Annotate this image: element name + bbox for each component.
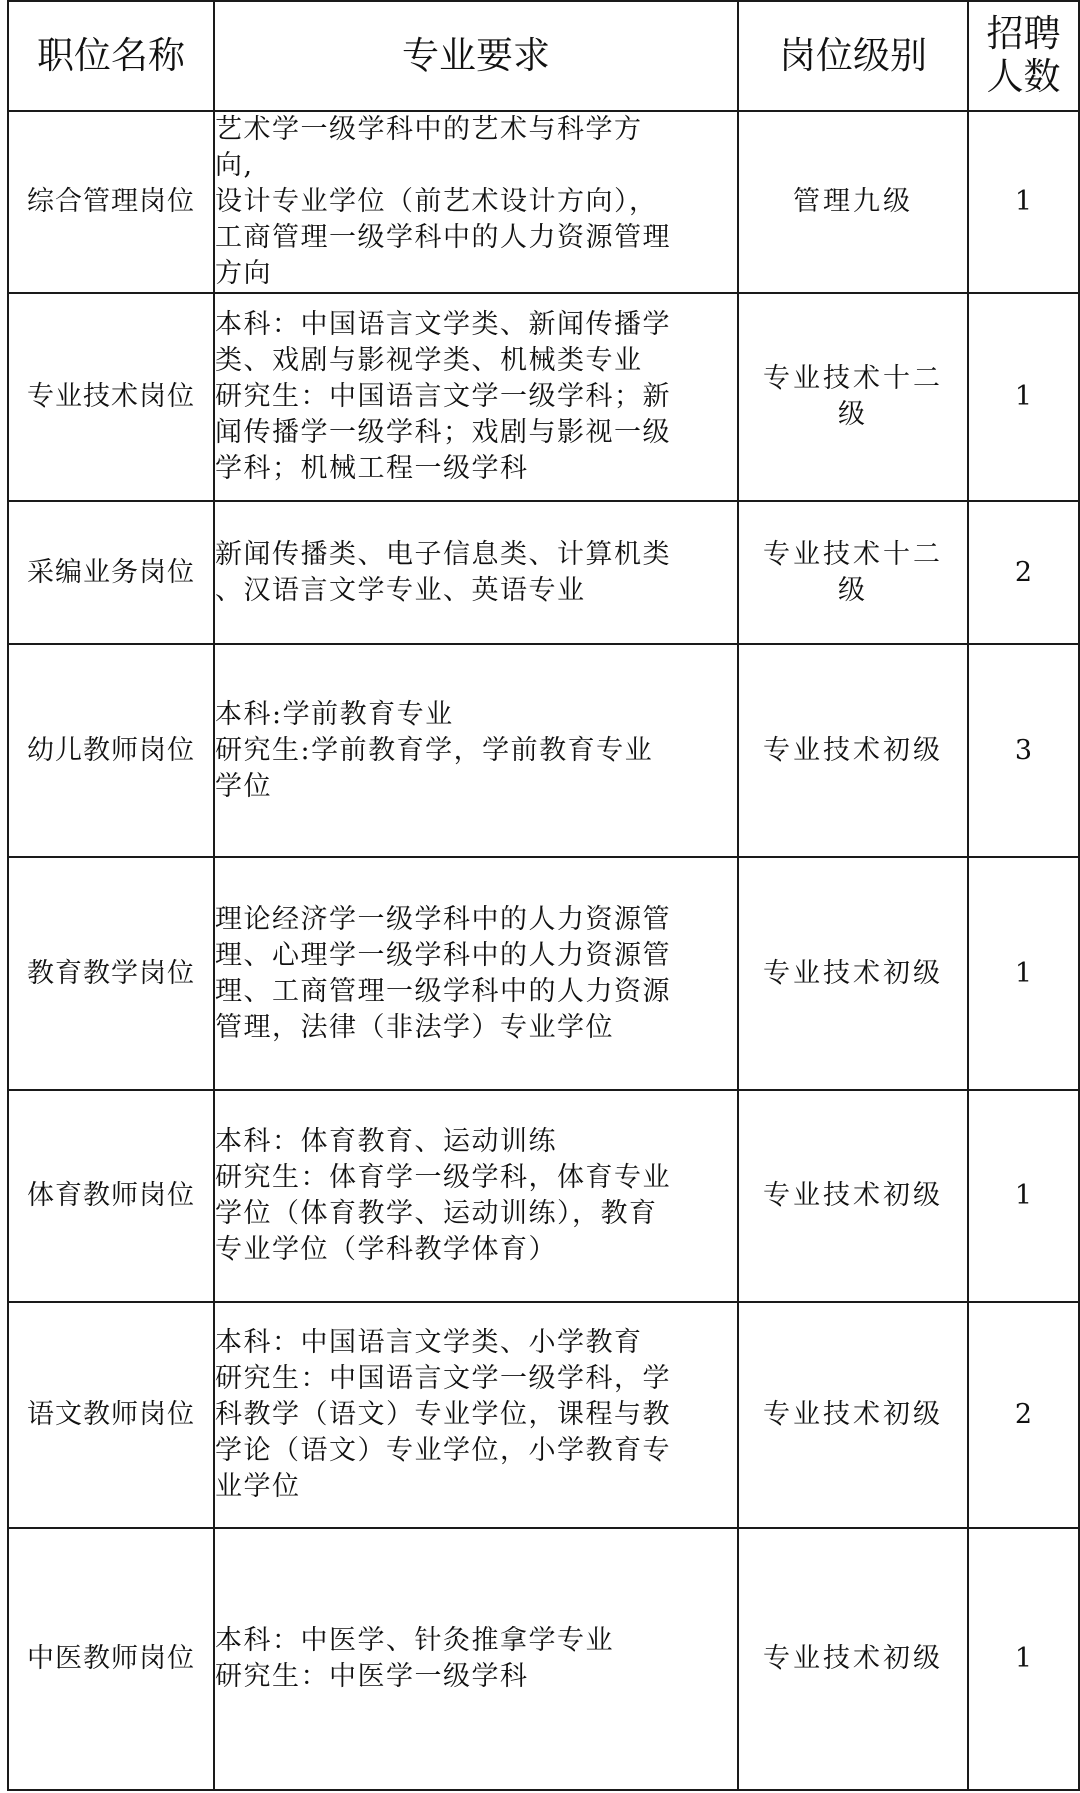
grade-cell [738,1090,968,1302]
requirement-line: 研究生：体育学一级学科，体育专业 [215,1162,671,1193]
grade-cell [738,111,968,293]
requirement-line: 本科：中国语言文学类、小学教育 [215,1327,643,1358]
requirement-line: 本科:学前教育专业 [215,698,454,730]
header-position-name: 职位名称 [8,1,214,111]
grade-line: 专业技术十二 [763,538,943,570]
grade-line: 专业技术初级 [763,1180,943,1211]
table-row [8,1302,1079,1528]
header-hiring-count [968,1,1079,111]
position-name-cell: 教育教学岗位 [8,857,214,1090]
hiring-count-cell: 1 [968,293,1079,501]
recruitment-table [7,0,1080,1791]
grade-line: 专业技术初级 [763,957,943,989]
table-row [8,501,1079,644]
header-hiring-count-line2: 人数 [986,55,1061,98]
position-name-cell: 幼儿教师岗位 [8,644,214,857]
grade-cell [738,501,968,644]
requirement-line: 方向 [215,258,272,289]
requirement-cell [214,857,738,1090]
table-row [8,644,1079,857]
requirement-cell [214,293,738,501]
requirement-line: 、汉语言文学专业、英语专业 [215,574,586,606]
hiring-count-cell: 1 [968,1090,1079,1302]
position-name-cell: 体育教师岗位 [8,1090,214,1302]
requirement-line: 业学位 [215,1471,301,1502]
position-name-cell: 中医教师岗位 [8,1528,214,1790]
requirement-line: 向, [215,150,254,181]
requirement-cell [214,501,738,644]
grade-cell [738,644,968,857]
header-grade: 岗位级别 [738,1,968,111]
requirement-line: 本科：中医学、针灸推拿学专业 [215,1625,614,1656]
requirement-line: 研究生：中医学一级学科 [215,1661,529,1692]
grade-line: 专业技术初级 [763,1643,943,1674]
grade-cell [738,293,968,501]
requirement-line: 学位（体育教学、运动训练），教育 [215,1198,658,1229]
requirement-line: 设计专业学位（前艺术设计方向）， [215,186,658,217]
requirement-line: 研究生：中国语言文学一级学科，学 [215,1363,671,1394]
requirement-cell [214,1090,738,1302]
requirement-line: 本科：体育教育、运动训练 [215,1126,557,1157]
requirement-line: 科教学（语文）专业学位，课程与教 [215,1399,671,1430]
table-row [8,111,1079,293]
hiring-count-cell: 2 [968,1302,1079,1528]
requirement-cell [214,644,738,857]
requirement-line: 工商管理一级学科中的人力资源管理 [215,222,671,253]
requirement-line: 本科：中国语言文学类、新闻传播学 [215,309,671,340]
grade-cell [738,1302,968,1528]
requirement-line: 新闻传播类、电子信息类、计算机类 [215,538,671,570]
grade-cell [738,1528,968,1790]
grade-line: 专业技术十二 [763,363,943,394]
hiring-count-cell: 3 [968,644,1079,857]
requirement-cell [214,111,738,293]
requirement-line: 艺术学一级学科中的艺术与科学方 [215,114,643,145]
requirement-cell [214,1528,738,1790]
grade-line: 专业技术初级 [763,734,943,766]
requirement-line: 专业学位（学科教学体育） [215,1234,557,1265]
hiring-count-cell: 2 [968,501,1079,644]
header-row [8,1,1079,111]
position-name-cell: 综合管理岗位 [8,111,214,293]
header-major-requirement: 专业要求 [214,1,738,111]
requirement-line: 研究生:学前教育学，学前教育专业 [215,734,654,766]
grade-line: 级 [838,574,868,606]
grade-line: 级 [838,399,868,430]
table-row [8,1090,1079,1302]
grade-cell [738,857,968,1090]
requirement-line: 理、心理学一级学科中的人力资源管 [215,939,671,971]
requirement-line: 闻传播学一级学科；戏剧与影视一级 [215,417,671,448]
requirement-line: 学科；机械工程一级学科 [215,453,529,484]
requirement-line: 学位 [215,770,272,802]
requirement-line: 研究生：中国语言文学一级学科；新 [215,381,671,412]
requirement-line: 管理，法律（非法学）专业学位 [215,1011,614,1043]
table-row [8,857,1079,1090]
grade-line: 管理九级 [793,186,913,217]
position-name-cell: 专业技术岗位 [8,293,214,501]
position-name-cell: 采编业务岗位 [8,501,214,644]
hiring-count-cell: 1 [968,111,1079,293]
requirement-line: 理、工商管理一级学科中的人力资源 [215,975,671,1007]
requirement-line: 学论（语文）专业学位，小学教育专 [215,1435,671,1466]
header-hiring-count-line1: 招聘 [986,12,1061,56]
requirement-line: 理论经济学一级学科中的人力资源管 [215,903,671,935]
hiring-count-cell: 1 [968,857,1079,1090]
table-row [8,293,1079,501]
requirement-line: 类、戏剧与影视学类、机械类专业 [215,345,643,376]
table-row [8,1528,1079,1790]
grade-line: 专业技术初级 [763,1399,943,1430]
hiring-count-cell: 1 [968,1528,1079,1790]
requirement-cell [214,1302,738,1528]
position-name-cell: 语文教师岗位 [8,1302,214,1528]
